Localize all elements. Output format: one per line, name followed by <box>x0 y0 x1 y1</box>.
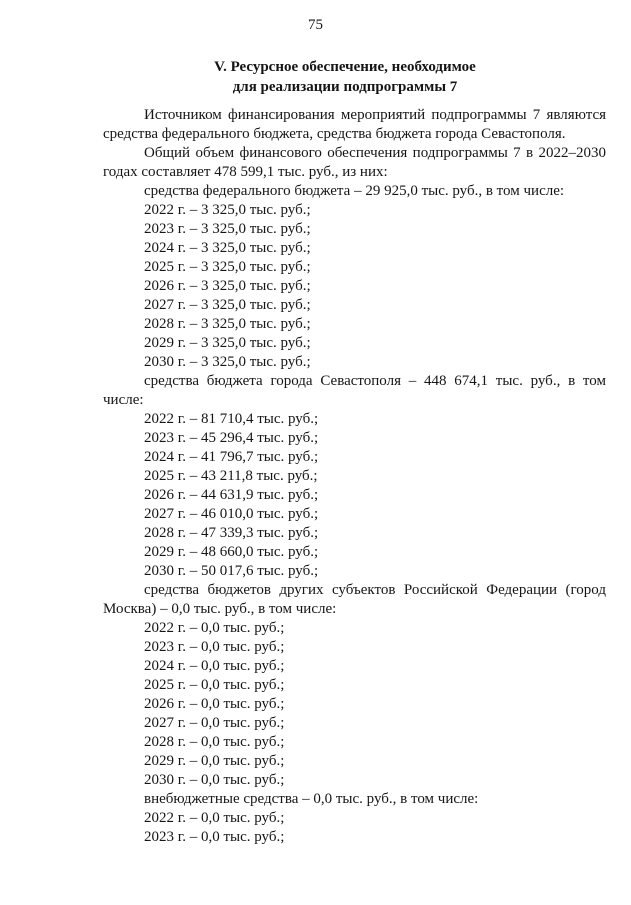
list-item: 2023 г. – 0,0 тыс. руб.; <box>144 639 285 655</box>
list-item: 2029 г. – 48 660,0 тыс. руб.; <box>144 544 319 560</box>
list-item: 2030 г. – 0,0 тыс. руб.; <box>144 772 285 788</box>
list-item: 2022 г. – 0,0 тыс. руб.; <box>144 810 285 826</box>
list-item: 2024 г. – 0,0 тыс. руб.; <box>144 658 285 674</box>
list-item: 2023 г. – 0,0 тыс. руб.; <box>144 829 285 845</box>
list-item: 2024 г. – 3 325,0 тыс. руб.; <box>144 240 311 256</box>
list-item: 2022 г. – 3 325,0 тыс. руб.; <box>144 202 311 218</box>
federal-intro: средства федерального бюджета – 29 925,0 тыс. руб., в том числе: <box>144 183 565 199</box>
list-item: 2026 г. – 3 325,0 тыс. руб.; <box>144 278 311 294</box>
section-heading-line-2: для реализации подпрограммы 7 <box>232 79 458 95</box>
list-item: 2029 г. – 0,0 тыс. руб.; <box>144 753 285 769</box>
list-item: 2029 г. – 3 325,0 тыс. руб.; <box>144 335 311 351</box>
list-item: 2028 г. – 47 339,3 тыс. руб.; <box>144 525 319 541</box>
list-item: 2026 г. – 0,0 тыс. руб.; <box>144 696 285 712</box>
document-body <box>103 106 606 847</box>
list-item: 2024 г. – 41 796,7 тыс. руб.; <box>144 449 319 465</box>
list-item: 2027 г. – 46 010,0 тыс. руб.; <box>144 506 319 522</box>
page-number: 75 <box>308 17 323 33</box>
paragraph-total: Общий объем финансового обеспечения подпрограммы 7 в 2022–2030 годах составляет 478 599,1 тыс. руб., из них: <box>103 145 606 180</box>
list-item: 2028 г. – 3 325,0 тыс. руб.; <box>144 316 311 332</box>
list-item: 2027 г. – 0,0 тыс. руб.; <box>144 715 285 731</box>
city-intro: средства бюджета города Севастополя – 448 674,1 тыс. руб., в том числе: <box>103 373 606 408</box>
city-year-list <box>103 410 606 581</box>
list-item: 2025 г. – 43 211,8 тыс. руб.; <box>144 468 318 484</box>
other-regions-intro: средства бюджетов других субъектов Российской Федерации (город Москва) – 0,0 тыс. руб., в том числе: <box>103 582 606 617</box>
paragraph-sources: Источником финансирования мероприятий подпрограммы 7 являются средства федерального бюджета, средства бюджета города Севастополя. <box>103 107 606 142</box>
list-item: 2030 г. – 3 325,0 тыс. руб.; <box>144 354 311 370</box>
list-item: 2022 г. – 81 710,4 тыс. руб.; <box>144 411 319 427</box>
list-item: 2030 г. – 50 017,6 тыс. руб.; <box>144 563 319 579</box>
list-item: 2023 г. – 3 325,0 тыс. руб.; <box>144 221 311 237</box>
section-heading-line-1: V. Ресурсное обеспечение, необходимое <box>214 59 476 75</box>
list-item: 2022 г. – 0,0 тыс. руб.; <box>144 620 285 636</box>
list-item: 2027 г. – 3 325,0 тыс. руб.; <box>144 297 311 313</box>
list-item: 2026 г. – 44 631,9 тыс. руб.; <box>144 487 319 503</box>
list-item: 2023 г. – 45 296,4 тыс. руб.; <box>144 430 319 446</box>
section-heading <box>150 57 540 97</box>
extrabudgetary-year-list <box>103 809 606 847</box>
federal-year-list <box>103 201 606 372</box>
list-item: 2028 г. – 0,0 тыс. руб.; <box>144 734 285 750</box>
other-regions-year-list <box>103 619 606 790</box>
extrabudgetary-intro: внебюджетные средства – 0,0 тыс. руб., в том числе: <box>144 791 479 807</box>
list-item: 2025 г. – 0,0 тыс. руб.; <box>144 677 285 693</box>
list-item: 2025 г. – 3 325,0 тыс. руб.; <box>144 259 311 275</box>
